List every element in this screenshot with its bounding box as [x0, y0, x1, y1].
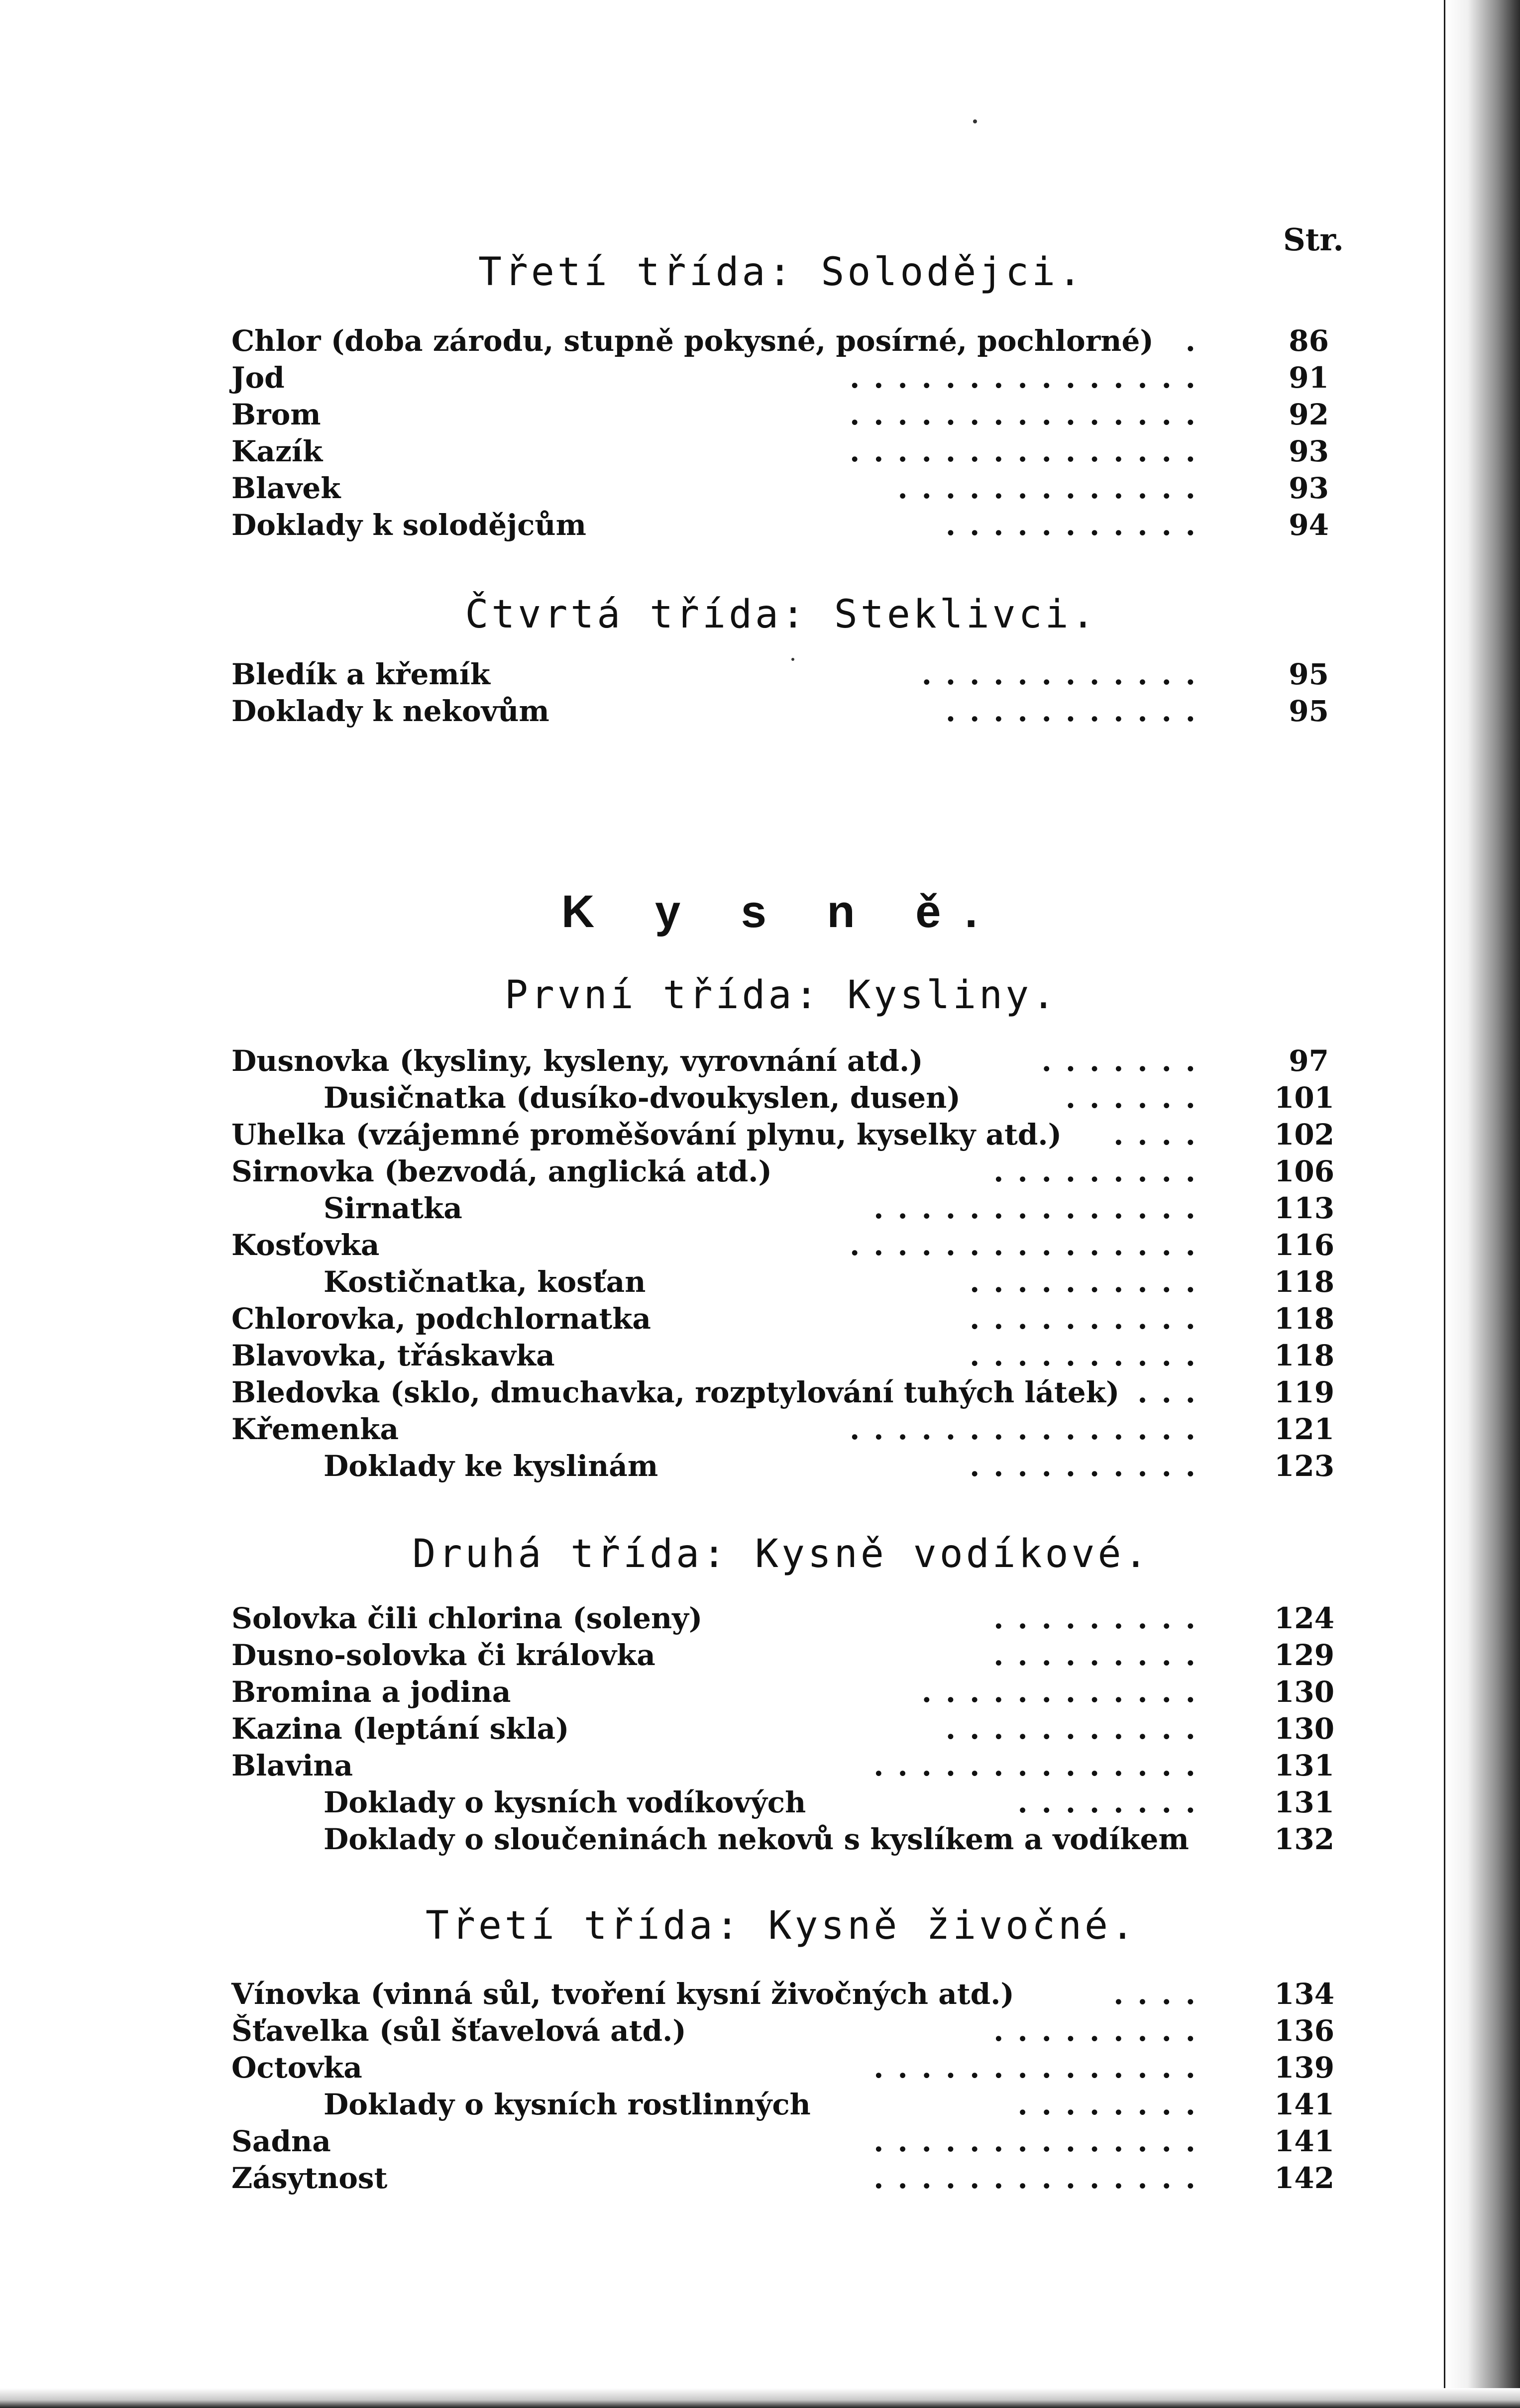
entry-label: Chlorovka, podchlornatka [231, 1302, 651, 1336]
entry-label: Blavek [231, 471, 341, 505]
toc-entry [231, 1411, 1335, 1448]
toc-entry [231, 1374, 1335, 1411]
entry-page: 113 [1274, 1191, 1335, 1225]
toc-entry [231, 1300, 1335, 1337]
entry-page: 95 [1289, 657, 1329, 691]
entry-label: Sirnatka [324, 1191, 462, 1225]
entry-page: 86 [1289, 324, 1329, 358]
toc-entry [231, 1600, 1335, 1637]
section-heading: Třetí třída: Solodějci. [478, 250, 1085, 295]
scan-speck [973, 119, 977, 123]
dot-leader: . [1185, 324, 1209, 358]
entry-page: 102 [1274, 1118, 1335, 1152]
entry-page: 134 [1274, 1977, 1335, 2011]
toc-entry [231, 396, 1329, 433]
dot-leader: ......... [993, 1601, 1209, 1635]
dot-leader: ... [1137, 1375, 1209, 1409]
dot-leader: ............... [850, 1228, 1209, 1262]
entry-label: Křemenka [231, 1412, 399, 1446]
entry-label: Sirnovka (bezvodá, anglická atd.) [231, 1154, 772, 1188]
page-edge-line [1444, 0, 1445, 2408]
entry-label: Dusnovka (kysliny, kysleny, vyrovnání atd.) [231, 1044, 923, 1078]
toc-entry [231, 1190, 1335, 1227]
toc-entry [231, 1079, 1335, 1116]
entry-label: Doklady o kysních rostlinných [324, 2088, 811, 2121]
entry-page: 116 [1274, 1228, 1335, 1262]
toc-entry [231, 433, 1329, 470]
dot-leader: .............. [873, 1749, 1209, 1782]
dot-leader: .......... [970, 1449, 1209, 1483]
entry-page: 131 [1274, 1785, 1335, 1819]
entry-label: Brom [231, 398, 321, 431]
page-bottom-edge [0, 2388, 1520, 2408]
entry-page: 95 [1289, 694, 1329, 728]
entry-label: Chlor (doba zárodu, stupně pokysné, posírné, pochlorné) [231, 324, 1154, 358]
dot-leader: .............. [873, 2051, 1209, 2085]
entry-page: 118 [1274, 1265, 1335, 1299]
entry-label: Doklady k nekovům [231, 694, 549, 728]
entry-page: 101 [1274, 1081, 1335, 1115]
entry-page: 141 [1274, 2088, 1335, 2121]
entry-label: Blavovka, třáskavka [231, 1339, 555, 1372]
toc-entry [231, 1337, 1335, 1374]
dot-leader: ............... [850, 361, 1209, 395]
toc-entry [231, 2123, 1335, 2160]
entry-page: 142 [1274, 2161, 1335, 2195]
dot-leader: ........... [945, 508, 1209, 542]
entry-page: 123 [1274, 1449, 1335, 1483]
dot-leader: ........... [945, 694, 1209, 728]
toc-entry [231, 470, 1329, 507]
toc-entry [231, 1976, 1335, 2012]
entry-page: 139 [1274, 2051, 1335, 2085]
section-heading: Čtvrtá třída: Steklivci. [465, 592, 1098, 637]
dot-leader: .... [1113, 1118, 1209, 1152]
entry-page: 92 [1289, 398, 1329, 431]
toc-entry [231, 1263, 1335, 1300]
dot-leader: ........ [1017, 1785, 1209, 1819]
dot-leader: ......... [993, 1154, 1209, 1188]
entry-page: 132 [1274, 1822, 1335, 1856]
dot-leader: ......... [993, 2014, 1209, 2048]
dot-leader: .............. [873, 2161, 1209, 2195]
entry-page: 93 [1289, 471, 1329, 505]
dot-leader: ............ [921, 1675, 1209, 1709]
entry-page: 119 [1274, 1375, 1335, 1409]
entry-page: 136 [1274, 2014, 1335, 2048]
toc-entry [231, 1821, 1335, 1858]
entry-label: Bledík a křemík [231, 657, 490, 691]
entry-page: 91 [1289, 361, 1329, 395]
entry-label: Doklady o kysních vodíkových [324, 1785, 806, 1819]
entry-label: Bledovka (sklo, dmuchavka, rozptylování tuhých látek) [231, 1375, 1120, 1409]
dot-leader: ............... [850, 1412, 1209, 1446]
entry-label: Jod [231, 361, 285, 395]
dot-leader: .......... [970, 1265, 1209, 1299]
toc-entry [231, 1043, 1329, 1079]
toc-entry [231, 507, 1329, 543]
toc-entry [231, 1710, 1335, 1747]
dot-leader: ............... [850, 434, 1209, 468]
entry-page: 131 [1274, 1749, 1335, 1782]
dot-leader: .... [1113, 1977, 1209, 2011]
entry-label: Doklady ke kyslinám [324, 1449, 658, 1483]
entry-label: Kostičnatka, kosťan [324, 1265, 646, 1299]
page-edge-shadow [1445, 0, 1520, 2408]
entry-label: Šťavelka (sůl šťavelová atd.) [231, 2014, 686, 2048]
entry-label: Bromina a jodina [231, 1675, 511, 1709]
toc-entry [231, 656, 1329, 693]
toc-entry [231, 1637, 1335, 1674]
entry-label: Kazík [231, 434, 323, 468]
toc-entry [231, 359, 1329, 396]
dot-leader: ............... [850, 398, 1209, 431]
dot-leader: .......... [970, 1339, 1209, 1372]
dot-leader: ......... [993, 1638, 1209, 1672]
entry-page: 97 [1289, 1044, 1329, 1078]
dot-leader: .......... [970, 1302, 1209, 1336]
toc-entry [231, 2086, 1335, 2123]
entry-page: 121 [1274, 1412, 1335, 1446]
section-heading: Druhá třída: Kysně vodíkové. [412, 1532, 1151, 1576]
page-column-label: Str. [1283, 221, 1344, 258]
dot-leader: ....... [1041, 1044, 1209, 1078]
entry-label: Solovka čili chlorina (soleny) [231, 1601, 703, 1635]
toc-entry [231, 1674, 1335, 1710]
dot-leader: ........... [945, 1712, 1209, 1746]
entry-label: Blavina [231, 1749, 353, 1782]
dot-leader: ............. [897, 471, 1209, 505]
entry-label: Dusno-solovka či královka [231, 1638, 655, 1672]
entry-label: Zásytnost [231, 2161, 388, 2195]
section-heading: První třída: Kysliny. [504, 973, 1059, 1018]
entry-page: 130 [1274, 1712, 1335, 1746]
dot-leader: .............. [873, 2124, 1209, 2158]
entry-page: 129 [1274, 1638, 1335, 1672]
entry-page: 93 [1289, 434, 1329, 468]
entry-label: Vínovka (vinná sůl, tvoření kysní živočných atd.) [231, 1977, 1014, 2011]
entry-label: Dusičnatka (dusíko-dvoukyslen, dusen) [324, 1081, 961, 1115]
dot-leader: ............ [921, 657, 1209, 691]
toc-entry [231, 2160, 1335, 2197]
entry-page: 118 [1274, 1339, 1335, 1372]
section-heading: Třetí třída: Kysně živočné. [426, 1903, 1137, 1948]
entry-label: Uhelka (vzájemné proměšování plynu, kyselky atd.) [231, 1118, 1062, 1152]
toc-entry [231, 1747, 1335, 1784]
entry-page: 106 [1274, 1154, 1335, 1188]
dot-leader: ........ [1017, 2088, 1209, 2121]
dot-leader: ...... [1065, 1081, 1209, 1115]
toc-entry [231, 2049, 1335, 2086]
part-title: K y s n ě. [561, 886, 1001, 937]
entry-page: 94 [1289, 508, 1329, 542]
entry-label: Kazina (leptání skla) [231, 1712, 569, 1746]
entry-label: Kosťovka [231, 1228, 380, 1262]
toc-entry [231, 1116, 1335, 1153]
entry-page: 130 [1274, 1675, 1335, 1709]
toc-entry [231, 322, 1329, 359]
toc-entry [231, 693, 1329, 730]
dot-leader: .............. [873, 1191, 1209, 1225]
entry-page: 124 [1274, 1601, 1335, 1635]
entry-label: Octovka [231, 2051, 362, 2085]
toc-entry [231, 1153, 1335, 1190]
entry-label: Doklady k solodějcům [231, 508, 586, 542]
entry-page: 118 [1274, 1302, 1335, 1336]
entry-label: Sadna [231, 2124, 331, 2158]
toc-entry [231, 1784, 1335, 1821]
toc-entry [231, 1448, 1335, 1484]
entry-page: 141 [1274, 2124, 1335, 2158]
toc-entry [231, 1227, 1335, 1263]
entry-label: Doklady o sloučeninách nekovů s kyslíkem a vodíkem [324, 1822, 1189, 1856]
toc-entry [231, 2012, 1335, 2049]
